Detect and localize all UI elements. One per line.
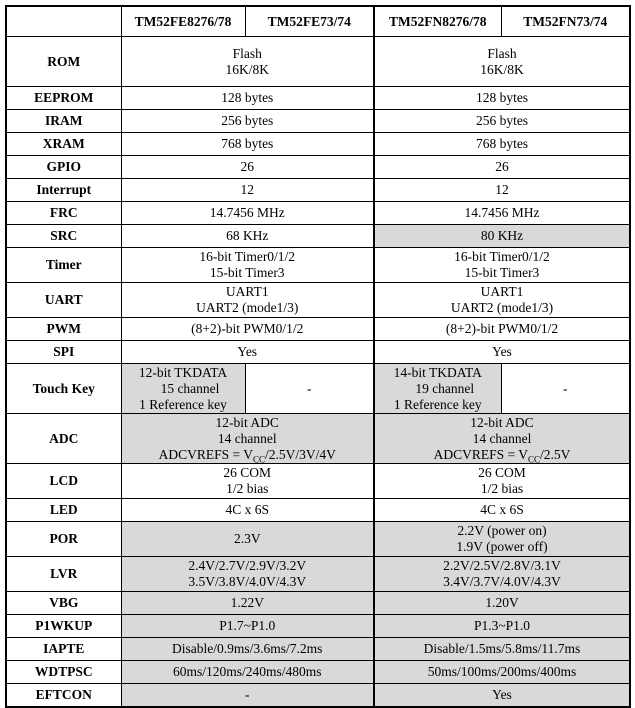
fe-touchkey-value bbox=[121, 364, 245, 414]
row-label: UART bbox=[6, 283, 121, 318]
fe-value: 2.3V bbox=[121, 522, 374, 557]
table-row-lcd bbox=[6, 464, 630, 499]
adcvrefs-prefix: ADCVREFS = V bbox=[158, 446, 253, 462]
table-row-wdtpsc bbox=[6, 661, 630, 684]
table-row-rom bbox=[6, 37, 630, 87]
fe-value: 768 bytes bbox=[121, 133, 374, 156]
row-label: LVR bbox=[6, 557, 121, 592]
fe-value: Yes bbox=[121, 341, 374, 364]
fe-value: 12 bbox=[121, 179, 374, 202]
adcvrefs-suffix: /2.5V/3V/4V bbox=[265, 446, 336, 462]
fn-value: 4C x 6S bbox=[374, 499, 630, 522]
table-row-gpio bbox=[6, 156, 630, 179]
fe-value: 128 bytes bbox=[121, 87, 374, 110]
header-row bbox=[6, 6, 630, 37]
fn-value-line: 2.2V (power on) bbox=[457, 523, 547, 538]
fn-value: Disable/1.5ms/5.8ms/11.7ms bbox=[374, 638, 630, 661]
fe-value-line: 16-bit Timer0/1/2 bbox=[199, 249, 296, 264]
fn-value-line: 19 channel bbox=[415, 380, 475, 396]
row-label: LCD bbox=[6, 464, 121, 499]
header-col-fn8276: TM52FN8276/78 bbox=[374, 6, 501, 37]
fe-value-line: 1 Reference key bbox=[139, 396, 227, 412]
fe-value-line: 3.5V/3.8V/4.0V/4.3V bbox=[188, 574, 307, 589]
fn-value: (8+2)-bit PWM0/1/2 bbox=[374, 318, 630, 341]
row-label: Interrupt bbox=[6, 179, 121, 202]
fe-value: 26 bbox=[121, 156, 374, 179]
row-label: Timer bbox=[6, 248, 121, 283]
fn-touchkey-value bbox=[374, 364, 501, 414]
fn-value-line: 14-bit TKDATA bbox=[393, 364, 482, 380]
fe-value: - bbox=[121, 684, 374, 708]
fn-value: 14.7456 MHz bbox=[374, 202, 630, 225]
fe-value-line: UART1 bbox=[225, 284, 269, 299]
fe-value bbox=[121, 37, 374, 87]
fe-value bbox=[121, 557, 374, 592]
table-row-lvr bbox=[6, 557, 630, 592]
row-label: EFTCON bbox=[6, 684, 121, 708]
fe-value: Disable/0.9ms/3.6ms/7.2ms bbox=[121, 638, 374, 661]
fn-value: Yes bbox=[374, 341, 630, 364]
fe-value-line: UART2 (mode1/3) bbox=[196, 300, 299, 315]
header-col-fe73: TM52FE73/74 bbox=[245, 6, 374, 37]
fe-value-line: Flash bbox=[232, 45, 262, 61]
fe-value: 4C x 6S bbox=[121, 499, 374, 522]
row-label: Touch Key bbox=[6, 364, 121, 414]
table-row-pwm bbox=[6, 318, 630, 341]
table-row-por bbox=[6, 522, 630, 557]
spec-comparison-table bbox=[5, 5, 631, 708]
adcvrefs-suffix: /2.5V bbox=[540, 446, 571, 462]
table-row-frc bbox=[6, 202, 630, 225]
fn-value: 128 bytes bbox=[374, 87, 630, 110]
fe-value bbox=[121, 283, 374, 318]
table-row-timer bbox=[6, 248, 630, 283]
fn-value: 80 KHz bbox=[374, 225, 630, 248]
table-row-interrupt bbox=[6, 179, 630, 202]
fe73-touchkey-value: - bbox=[245, 364, 374, 414]
fe-value: 14.7456 MHz bbox=[121, 202, 374, 225]
fn-value: Yes bbox=[374, 684, 630, 708]
fn-value: 12 bbox=[374, 179, 630, 202]
row-label: VBG bbox=[6, 592, 121, 615]
fn-value-line: 16K/8K bbox=[480, 61, 524, 77]
fn-value bbox=[374, 414, 630, 464]
row-label: P1WKUP bbox=[6, 615, 121, 638]
row-label: XRAM bbox=[6, 133, 121, 156]
adcvrefs-subscript: CC bbox=[528, 454, 541, 464]
fe-adcvrefs bbox=[124, 447, 372, 463]
fn-value-line: 1/2 bias bbox=[480, 481, 524, 496]
fn-adcvrefs bbox=[377, 447, 627, 463]
fn-value-line: 1 Reference key bbox=[393, 396, 482, 412]
fn-value-line: Flash bbox=[487, 45, 517, 61]
row-label: WDTPSC bbox=[6, 661, 121, 684]
fe-value: 256 bytes bbox=[121, 110, 374, 133]
table-row-touch-key bbox=[6, 364, 630, 414]
table-row-iapte bbox=[6, 638, 630, 661]
fn-value-line: 12-bit ADC bbox=[470, 414, 534, 430]
fn-value: 50ms/100ms/200ms/400ms bbox=[374, 661, 630, 684]
table-row-uart bbox=[6, 283, 630, 318]
fe-value-line: 12-bit TKDATA bbox=[138, 364, 228, 380]
fe-value-line: 12-bit ADC bbox=[215, 414, 279, 430]
fn-value bbox=[374, 522, 630, 557]
adcvrefs-prefix: ADCVREFS = V bbox=[433, 446, 528, 462]
header-col-fn73: TM52FN73/74 bbox=[501, 6, 630, 37]
fe-value-line: 16K/8K bbox=[225, 61, 269, 77]
fe-value-line: 14 channel bbox=[217, 430, 277, 446]
fn-value: 1.20V bbox=[374, 592, 630, 615]
table-row-vbg bbox=[6, 592, 630, 615]
row-label: SPI bbox=[6, 341, 121, 364]
fn73-touchkey-value: - bbox=[501, 364, 630, 414]
fe-value: (8+2)-bit PWM0/1/2 bbox=[121, 318, 374, 341]
row-label: GPIO bbox=[6, 156, 121, 179]
fn-value bbox=[374, 557, 630, 592]
row-label: ROM bbox=[6, 37, 121, 87]
fe-value-line: 15 channel bbox=[160, 380, 220, 396]
table-row-spi bbox=[6, 341, 630, 364]
table-row-eftcon bbox=[6, 684, 630, 708]
fn-value-line: 2.2V/2.5V/2.8V/3.1V bbox=[443, 558, 561, 573]
fn-value-line: UART2 (mode1/3) bbox=[450, 300, 554, 315]
fe-value bbox=[121, 464, 374, 499]
table-row-p1wkup bbox=[6, 615, 630, 638]
row-label: IAPTE bbox=[6, 638, 121, 661]
table-row-src bbox=[6, 225, 630, 248]
row-label: PWM bbox=[6, 318, 121, 341]
row-label: FRC bbox=[6, 202, 121, 225]
adcvrefs-subscript: CC bbox=[253, 454, 266, 464]
fn-value: 26 bbox=[374, 156, 630, 179]
fn-value-line: 26 COM bbox=[478, 465, 526, 480]
fn-value: 256 bytes bbox=[374, 110, 630, 133]
fn-value bbox=[374, 283, 630, 318]
table-row-xram bbox=[6, 133, 630, 156]
row-label: EEPROM bbox=[6, 87, 121, 110]
row-label: ADC bbox=[6, 414, 121, 464]
fn-value bbox=[374, 37, 630, 87]
fn-value-line: UART1 bbox=[480, 284, 524, 299]
fn-value bbox=[374, 464, 630, 499]
fe-value: 60ms/120ms/240ms/480ms bbox=[121, 661, 374, 684]
fe-value-line: 15-bit Timer3 bbox=[209, 265, 285, 280]
fe-value: P1.7~P1.0 bbox=[121, 615, 374, 638]
row-label: IRAM bbox=[6, 110, 121, 133]
row-label: LED bbox=[6, 499, 121, 522]
table-row-iram bbox=[6, 110, 630, 133]
fe-value-line: 1/2 bias bbox=[226, 481, 269, 496]
row-label: SRC bbox=[6, 225, 121, 248]
fn-value: P1.3~P1.0 bbox=[374, 615, 630, 638]
table-row-led bbox=[6, 499, 630, 522]
header-corner bbox=[6, 6, 121, 37]
fn-value-line: 14 channel bbox=[472, 430, 532, 446]
fe-value: 68 KHz bbox=[121, 225, 374, 248]
fe-value: 1.22V bbox=[121, 592, 374, 615]
table-row-adc bbox=[6, 414, 630, 464]
header-col-fe8276: TM52FE8276/78 bbox=[121, 6, 245, 37]
fn-value bbox=[374, 248, 630, 283]
row-label: POR bbox=[6, 522, 121, 557]
fe-value-line: 2.4V/2.7V/2.9V/3.2V bbox=[188, 558, 307, 573]
fn-value: 768 bytes bbox=[374, 133, 630, 156]
fn-value-line: 1.9V (power off) bbox=[456, 539, 548, 554]
fn-value-line: 3.4V/3.7V/4.0V/4.3V bbox=[443, 574, 561, 589]
fn-value-line: 16-bit Timer0/1/2 bbox=[454, 249, 550, 264]
fe-value-line: 26 COM bbox=[223, 465, 272, 480]
fe-value bbox=[121, 414, 374, 464]
fn-value-line: 15-bit Timer3 bbox=[464, 265, 540, 280]
fe-value bbox=[121, 248, 374, 283]
table-row-eeprom bbox=[6, 87, 630, 110]
